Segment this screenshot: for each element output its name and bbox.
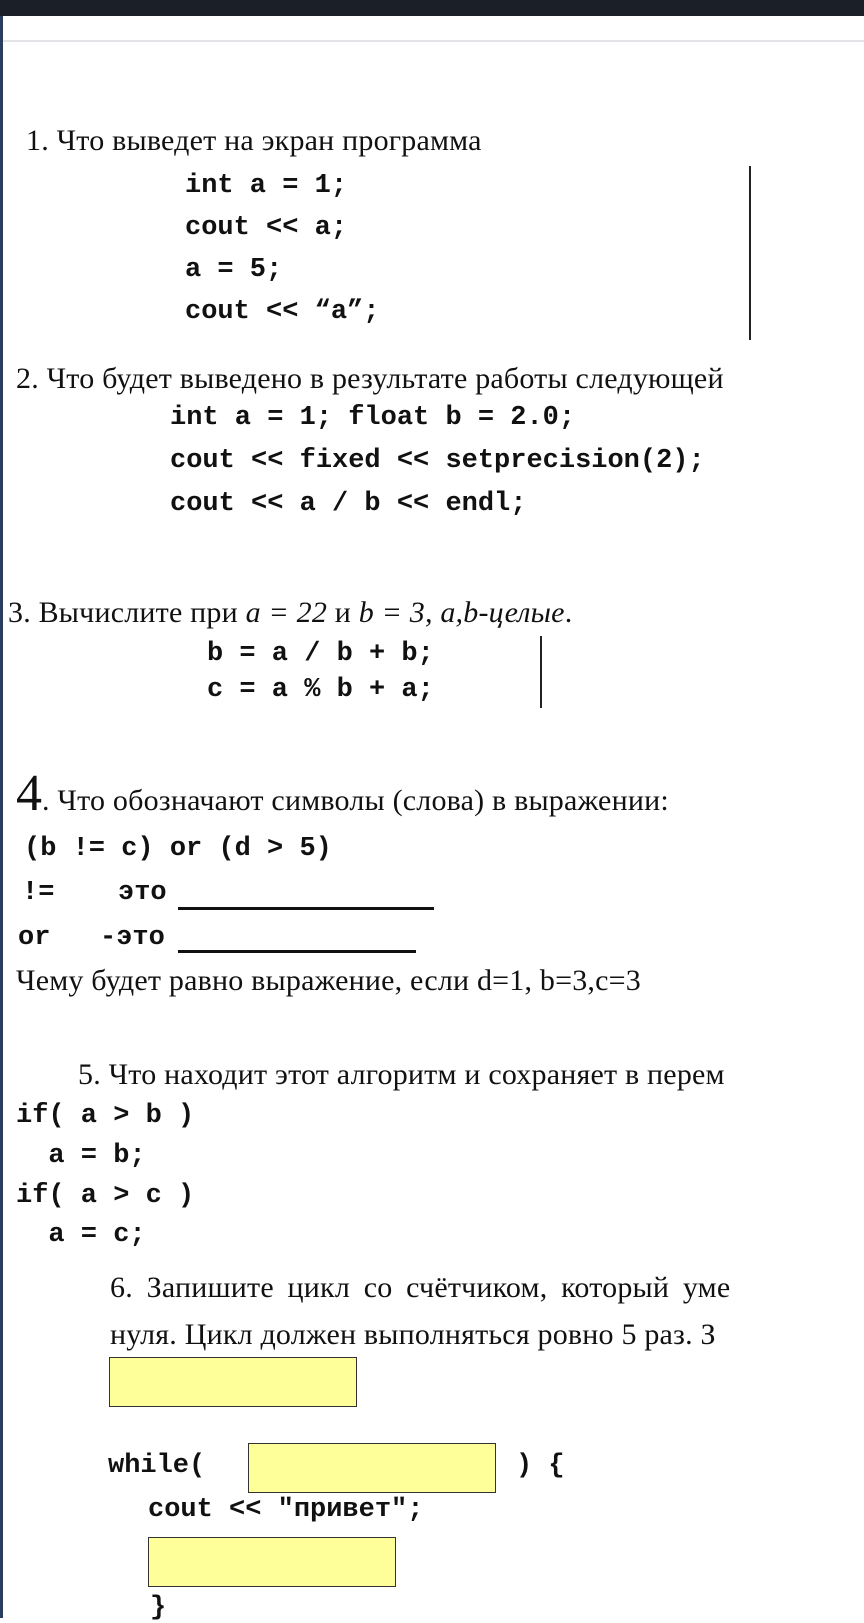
- q1-code-line: cout << “a”;: [185, 297, 380, 327]
- q6-line-2: нуля. Цикл должен выполняться ровно 5 раз. З: [110, 1318, 716, 1351]
- q4-expression: (b != c) or (d > 5): [24, 834, 332, 864]
- q4-question: Чему будет равно выражение, если d=1, b=3,c=3: [16, 964, 641, 997]
- q3-margin-line: [540, 636, 542, 708]
- q3-title-prefix: 3. Вычислите при: [8, 596, 246, 629]
- q4-label-1: это: [118, 878, 167, 908]
- answer-box-init[interactable]: [109, 1357, 357, 1407]
- while-close: ) {: [516, 1451, 565, 1481]
- q3-b-condition: b = 3, a,b: [358, 596, 479, 629]
- q3-and-word: и: [327, 596, 359, 629]
- loop-body-line: cout << "привет";: [148, 1495, 424, 1525]
- q6-line-1: 6. Запишите цикл со счётчиком, который уме: [110, 1271, 731, 1304]
- q2-code-line: cout << a / b << endl;: [170, 489, 527, 519]
- q4-symbol-1: !=: [22, 878, 55, 908]
- header-divider: [3, 40, 864, 42]
- q1-code-line: cout << a;: [185, 213, 348, 243]
- q4-label-2: -это: [100, 923, 165, 953]
- q5-code-line: a = b;: [16, 1141, 146, 1171]
- q5-title: 5. Что находит этот алгоритм и сохраняет в перем: [78, 1058, 725, 1091]
- answer-box-increment[interactable]: [148, 1537, 396, 1587]
- q3-a-condition: a = 22: [245, 596, 328, 629]
- q1-code-line: int a = 1;: [185, 171, 348, 201]
- q5-code-line: if( a > b ): [16, 1101, 195, 1131]
- q4-title: . Что обозначают символы (слова) в выражении:: [42, 784, 669, 817]
- q4-symbol-2: or: [18, 923, 51, 953]
- window-left-edge: [0, 16, 3, 1618]
- q1-code-line: a = 5;: [185, 255, 283, 285]
- q3-dot: .: [564, 596, 573, 629]
- while-keyword: while(: [108, 1451, 206, 1481]
- answer-box-condition[interactable]: [248, 1443, 496, 1493]
- answer-blank-1[interactable]: [178, 907, 434, 910]
- q1-title: 1. Что выведет на экран программа: [26, 124, 482, 157]
- q3-title: [8, 596, 572, 630]
- q1-margin-line: [749, 166, 751, 340]
- q5-code-line: if( a > c ): [16, 1181, 195, 1211]
- q2-code-line: int a = 1; float b = 2.0;: [170, 403, 576, 433]
- q2-title: 2. Что будет выведено в результате работы следующей: [16, 362, 724, 395]
- q3-code-line: c = a % b + a;: [207, 675, 434, 705]
- loop-close-brace: }: [150, 1593, 167, 1623]
- answer-blank-2[interactable]: [178, 950, 416, 953]
- q4-number: 4: [16, 765, 42, 822]
- q2-code-line: cout << fixed << setprecision(2);: [170, 446, 705, 476]
- window-top-bar: [0, 0, 864, 16]
- q3-suffix: -целые: [478, 596, 565, 629]
- q4-heading: [16, 765, 669, 822]
- q5-code-line: a = c;: [16, 1220, 146, 1250]
- q3-code-line: b = a / b + b;: [207, 639, 434, 669]
